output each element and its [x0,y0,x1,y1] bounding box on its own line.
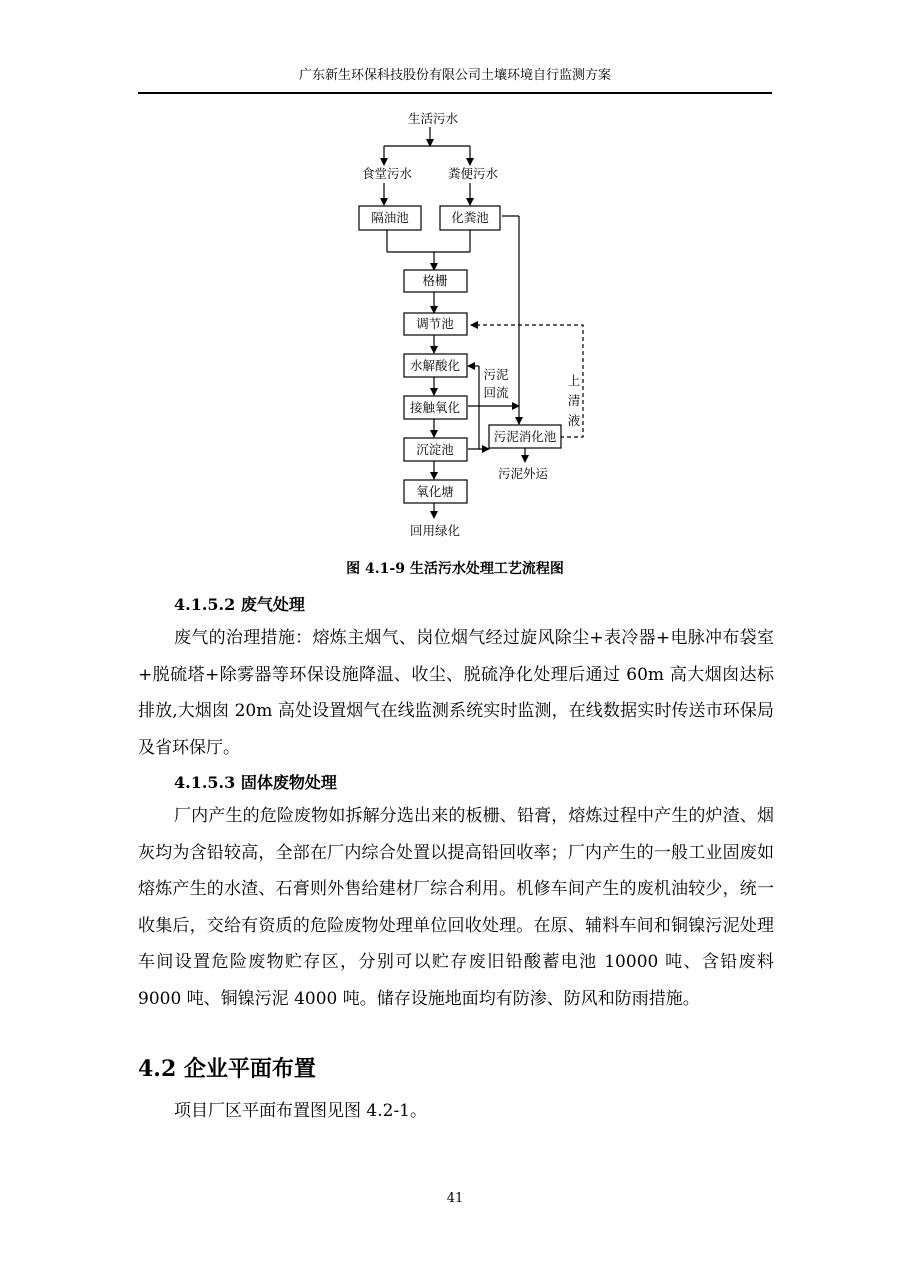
label-supernatant-2: 清 [567,393,581,408]
label-sedimentation: 沉淀池 [416,442,454,457]
wastewater-flowchart [0,0,910,560]
label-oxidation-pond: 氧化塘 [416,484,454,499]
label-reuse-greening: 回用绿化 [409,523,461,538]
label-septic-tank: 化粪池 [451,210,489,225]
heading-plant-layout: 4.2 企业平面布置 [138,1056,316,1082]
label-sludge-return-1: 污泥 [483,367,509,382]
label-canteen-sewage: 食堂污水 [361,166,413,181]
label-sludge-out: 污泥外运 [497,466,549,481]
label-contact-oxidation: 接触氧化 [409,400,461,415]
label-grid: 格栅 [422,273,448,288]
label-domestic-sewage: 生活污水 [407,111,459,126]
label-equalization: 调节池 [416,316,454,331]
label-sludge-digestion: 污泥消化池 [493,429,557,444]
label-grease-trap: 隔油池 [371,210,409,225]
label-sludge-return-2: 回流 [483,385,509,400]
text-plant-layout: 项目厂区平面布置图见图 4.2-1。 [174,1101,427,1121]
paragraph-waste-gas: 废气的治理措施：熔炼主烟气、岗位烟气经过旋风除尘+表冷器+电脉冲布袋室+脱硫塔+除雾器等环保设施降温、收尘、脱硫净化处理后通过 60m 高大烟囱达标排放,大烟囱 20m 高处设置烟气在线监测系统实时监测，在线数据实时传送市环保局及省环保厅。 [138,628,774,758]
figure-caption: 图 4.1-9 生活污水处理工艺流程图 [346,561,564,577]
label-fecal-sewage: 粪便污水 [447,166,499,181]
heading-waste-gas: 4.1.5.2 废气处理 [174,595,305,614]
label-supernatant-1: 上 [567,373,581,388]
paragraph-solid-waste: 厂内产生的危险废物如拆解分选出来的板栅、铅膏，熔炼过程中产生的炉渣、烟灰均为含铅较高，全部在厂内综合处置以提高铅回收率；厂内产生的一般工业固废如熔炼产生的水渣、石膏则外售给建材厂综合利用。机修车间产生的废机油较少，统一收集后，交给有资质的危险废物处理单位回收处理。在原、辅料车间和铜镍污泥处理车间设置危险废物贮存区，分别可以贮存废旧铅酸蓄电池 10000 吨、含铅废料 9000 吨、铜镍污泥 4000 吨。储存设施地面均有防渗、防风和防雨措施。 [138,806,774,1009]
heading-solid-waste: 4.1.5.3 固体废物处理 [174,773,337,792]
label-hydrolysis: 水解酸化 [409,358,461,373]
page-number: 41 [446,1191,464,1206]
page-header: 广东新生环保科技股份有限公司土壤环境自行监测方案 [298,68,611,83]
label-supernatant-3: 液 [567,413,581,428]
